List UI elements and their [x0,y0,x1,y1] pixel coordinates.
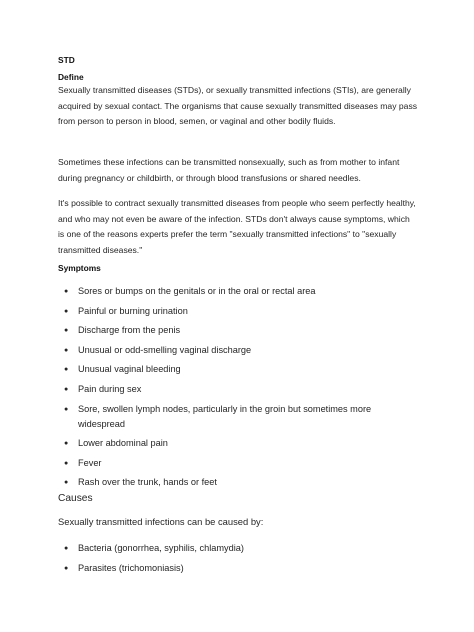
causes-intro: Sexually transmitted infections can be caused by: [58,516,264,527]
define-paragraph-3: It's possible to contract sexually transmitted diseases from people who seem perfectly healthy, and who may not even be aware of the infection. STDs don't always cause symptoms, which is one of the reasons experts prefer the term "sexually transmitted infections" to "sexually transmitted diseases." [58,198,416,255]
cause-item [58,561,418,576]
symptom-text: Unusual or odd-smelling vaginal discharge [78,344,252,355]
bullet-icon: ● [64,346,69,354]
symptoms-list [58,284,418,495]
bullet-icon: ● [64,385,69,393]
symptom-item [58,362,418,377]
bullet-icon: ● [64,545,69,552]
causes-heading: Causes [58,493,93,504]
symptoms-heading: Symptoms [58,263,101,273]
bullet-icon: ● [64,366,69,374]
symptom-item [58,343,418,358]
bullet-icon: ● [64,459,69,467]
symptom-item [58,436,418,451]
symptom-item [58,475,418,490]
bullet-icon: ● [64,479,69,487]
symptom-text: Unusual vaginal bleeding [78,364,181,375]
bullet-icon: ● [64,405,69,413]
symptom-item [58,456,418,471]
symptom-text: Lower abdominal pain [78,438,168,449]
bullet-icon: ● [64,288,69,295]
bullet-icon: ● [64,440,69,448]
bullet-icon: ● [64,565,69,572]
symptom-item [58,402,418,432]
symptom-text: Fever [78,457,102,468]
symptom-item [58,323,418,338]
document-title: STD [58,55,75,65]
causes-list [58,541,418,581]
symptom-text: Sore, swollen lymph nodes, particularly in the groin but sometimes more widespread [78,403,372,429]
symptom-item [58,382,418,397]
bullet-icon: ● [64,307,69,315]
bullet-icon: ● [64,327,69,335]
symptom-text: Pain during sex [78,383,142,394]
cause-text: Parasites (trichomoniasis) [78,563,184,573]
symptom-text: Painful or burning urination [78,305,188,316]
symptom-text: Rash over the trunk, hands or feet [78,477,217,488]
symptom-item [58,304,418,319]
define-paragraph-1: Sexually transmitted diseases (STDs), or sexually transmitted infections (STIs), are generally acquired by sexual contact. The organisms that cause sexually transmitted diseases may pass from person to person in blood, semen, or vaginal and other bodily fluids. [58,85,418,127]
symptom-text: Sores or bumps on the genitals or in the oral or rectal area [78,286,316,296]
cause-text: Bacteria (gonorrhea, syphilis, chlamydia) [78,543,244,553]
cause-item [58,541,418,556]
symptom-text: Discharge from the penis [78,325,181,336]
define-heading: Define [58,72,84,82]
symptom-item [58,284,418,299]
define-paragraph-2: Sometimes these infections can be transmitted nonsexually, such as from mother to infant during pregnancy or childbirth, or through blood transfusions or shared needles. [58,157,400,183]
